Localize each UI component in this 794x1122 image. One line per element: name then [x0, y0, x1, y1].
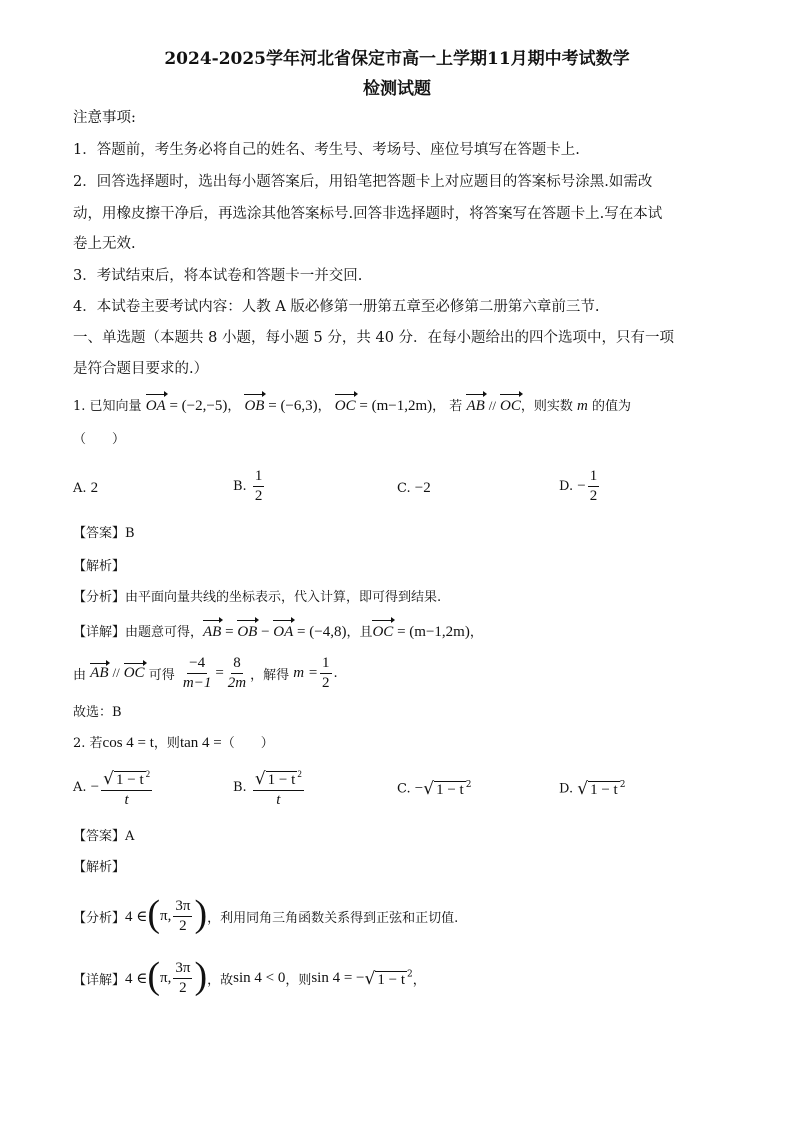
notice-item-2a: 2．回答选择题时，选出每小题答案后，用铅笔把答题卡上对应题目的答案标号涂黑.如需改 [73, 174, 653, 190]
q1-detail-line2: 由 AB // OC 可得 $\frac{-4}{m-1}$ = $\frac{8}{2m}$ ，解得 m = $\frac{1}{2}$ . [73, 655, 338, 691]
q1-var-m: m [577, 398, 588, 414]
notice-item-4: 4．本试卷主要考试内容：人教 A 版必修第一册第五章至必修第二册第六章前三节. [73, 299, 600, 315]
q1-answer: 【答案】B [73, 526, 135, 541]
notice-heading: 注意事项: [73, 110, 136, 126]
q1-detail-line1: 【详解】由题意可得，AB = OB − OA = (−4,8)，且OC = (m−1,2m)， [73, 624, 483, 640]
q2-detail: 【详解】4 ∈(π, $\frac{3\pi}{2}$ )，故sin 4 < 0，则sin 4 = −√ 1 − t $^2$， [73, 955, 426, 997]
q2-fenxi: 【分析】4 ∈(π, $\frac{3\pi}{2}$ )，利用同角三角函数关系得到正弦和正切值. [73, 893, 459, 935]
notice-item-3: 3．考试结束后，将本试卷和答题卡一并交回. [73, 268, 363, 284]
q1-stem: 1. 已知向量 OA = (−2,−5)， OB = (−6,3)， OC = (m−1,2m)， 若 AB // OC，则实数 m 的值为 [73, 398, 631, 414]
section-heading-a: 一、单选题（本题共 8 小题，每小题 5 分，共 40 分．在每小题给出的四个选项中，只有一项 [73, 330, 675, 346]
q1-blank: （ ） [73, 432, 126, 447]
q2-option-c: C. −√ 1 − t $^2$ [397, 779, 472, 799]
q1-prefix: 1. 已知向量 [73, 399, 142, 414]
notice-item-2b: 动，用橡皮擦干净后，再选涂其他答案标号.回答非选择题时，将答案写在答题卡上.写在本试 [73, 206, 663, 222]
q1-option-c: C. −2 [397, 480, 431, 496]
q1-parallel-expr: AB // OC [466, 398, 521, 414]
q2-analysis-label: 【解析】 [73, 860, 126, 875]
notice-item-2c: 卷上无效. [73, 236, 136, 252]
page-title-line1: 2024-2025学年河北省保定市高一上学期11月期中考试数学 [164, 49, 630, 69]
q1-ob: OB = (−6,3) [244, 398, 318, 414]
q1-fenxi: 【分析】由平面向量共线的坐标表示，代入计算，即可得到结果. [73, 590, 442, 605]
q1-suffix2: 的值为 [591, 399, 631, 414]
q2-answer: 【答案】A [73, 829, 135, 844]
q1-choose: 故选：B [73, 705, 122, 720]
q2-stem: 2. 若cos 4 = t，则tan 4 =（ ） [73, 735, 274, 751]
q2-option-d: D. √ 1 − t $^2$ [559, 779, 626, 799]
q1-analysis-label: 【解析】 [73, 559, 126, 574]
q1-oa: OA = (−2,−5) [145, 398, 228, 414]
q2-option-b: B. $\frac{√ 1 - t ^2}{t}$ [233, 765, 306, 810]
q1-cond: 若 [449, 399, 463, 414]
q1-option-b: B. $\frac{1}{2}$ [233, 468, 263, 504]
q1-option-d: D. − $\frac{1}{2}$ [559, 468, 598, 504]
q1-oc: OC = (m−1,2m) [334, 398, 433, 414]
q2-option-a: A. − $\frac{√ 1 - t ^2}{t}$ [73, 765, 154, 810]
notice-item-1: 1．答题前，考生务必将自己的姓名、考生号、考场号、座位号填写在答题卡上. [73, 142, 580, 158]
q1-suffix: ，则实数 [520, 399, 573, 414]
page-title-line2: 检测试题 [363, 79, 431, 99]
q1-option-a: A. 2 [73, 480, 99, 496]
section-heading-b: 是符合题目要求的.） [73, 361, 209, 377]
